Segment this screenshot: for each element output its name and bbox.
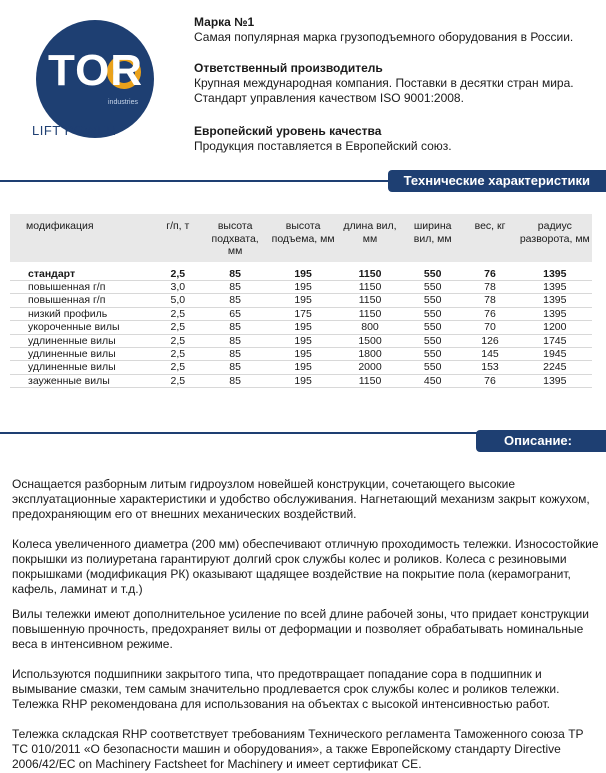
table-cell: 85 [201,321,269,334]
table-cell: 195 [269,268,337,281]
feature-text: Крупная международная компания. Поставки в десятки стран мира. Стандарт управления качеством ISO 9001:2008. [194,76,574,105]
table-cell: повышенная г/п [10,294,154,307]
logo-brand: TOR [48,46,144,95]
table-cell: 1200 [518,321,592,334]
table-cell: удлиненные вилы [10,334,154,347]
table-cell: 1500 [337,334,403,347]
table-cell: 550 [403,280,462,293]
table-row [10,280,592,293]
table-cell: 1150 [337,268,403,281]
table-cell: 85 [201,280,269,293]
feature-3 [194,124,594,154]
table-cell: 145 [462,347,517,360]
description-paragraph: Колеса увеличенного диаметра (200 мм) обеспечивают отличную проходимость тележки. Износостойкие покрышки из полиуретана гарантируют долгий срок службы колес и роликов. Колеса с резиновыми покрышками (модификация РК) оказывают щадящее воздействие на покрытие пола (керамогранит, кафель, ламинат и т.д.) [12,537,599,596]
table-cell: 2,5 [154,334,201,347]
table-cell: 550 [403,321,462,334]
table-row [10,268,592,281]
table-cell: 2,5 [154,347,201,360]
table-cell: зауженные вилы [10,374,154,387]
table-cell: 76 [462,374,517,387]
table-cell: 78 [462,280,517,293]
table-cell: 550 [403,307,462,320]
table-cell: стандарт [10,268,154,281]
table-cell: 195 [269,294,337,307]
table-cell: 1150 [337,374,403,387]
table-cell: 1395 [518,374,592,387]
table-cell: 76 [462,268,517,281]
table-cell: низкий профиль [10,307,154,320]
table-cell: 3,0 [154,280,201,293]
table-cell: 550 [403,361,462,374]
col-header: г/п, т [154,214,201,262]
table-cell: удлиненные вилы [10,361,154,374]
table-cell: 1150 [337,280,403,293]
table-cell: 78 [462,294,517,307]
table-cell: 85 [201,268,269,281]
table-row [10,374,592,387]
col-header: радиус разворота, мм [518,214,592,262]
table-cell: 2,5 [154,361,201,374]
col-header: вес, кг [462,214,517,262]
table-cell: удлиненные вилы [10,347,154,360]
table-cell: 1395 [518,294,592,307]
table-cell: 2000 [337,361,403,374]
table-cell: 2,5 [154,268,201,281]
table-cell: 550 [403,268,462,281]
table-cell: 76 [462,307,517,320]
table-cell: 85 [201,334,269,347]
table-cell: 85 [201,361,269,374]
description-paragraph: Тележка складская RHP соответствует требованиям Технического регламента Таможенного союза ТР ТС 010/2011 «О безопасности машин и оборудования», а также Европейскому стандарту Directive 2006/42/EC on Machinery Factsheet for Machinery и имеет сертификат CE. [12,727,584,771]
table-cell: 450 [403,374,462,387]
table-cell: 85 [201,294,269,307]
table-cell: 195 [269,321,337,334]
table-cell: 195 [269,280,337,293]
table-cell: 85 [201,347,269,360]
table-cell: 5,0 [154,294,201,307]
table-cell: повышенная г/п [10,280,154,293]
table-header-row [10,214,592,262]
table-cell: 195 [269,374,337,387]
feature-title: Европейский уровень качества [194,124,382,138]
feature-1 [194,15,594,45]
table-cell: 195 [269,334,337,347]
table-cell: 1150 [337,307,403,320]
logo-sub: industries [108,99,138,106]
table-cell: 195 [269,361,337,374]
col-header: длина вил, мм [337,214,403,262]
table-row [10,347,592,360]
feature-text: Самая популярная марка грузоподъемного оборудования в России. [194,30,574,44]
description-paragraph: Вилы тележки имеют дополнительное усиление по всей длине рабочей зоны, что придает конструкции повышенную прочность, предохраняет вилы от деформации и позволяет обрабатывать номинальные веса в интенсивном режиме. [12,607,589,651]
table-row [10,307,592,320]
specs-table [10,214,592,388]
table-cell: 2,5 [154,374,201,387]
table-cell: 2245 [518,361,592,374]
col-header: модификация [10,214,154,262]
description-paragraph: Используются подшипники закрытого типа, что предотвращает попадание сора в подшипник и вымывание смазки, тем самым значительно продлевается срок службы колес и роликов тележки. Тележка RHP рекомендована для использования на объектах с высокой интенсивностью работ. [12,667,560,711]
table-cell: 1395 [518,268,592,281]
table-cell: 2,5 [154,321,201,334]
table-cell: укороченные вилы [10,321,154,334]
col-header: высота подъема, мм [269,214,337,262]
table-cell: 1395 [518,280,592,293]
table-cell: 1800 [337,347,403,360]
table-cell: 175 [269,307,337,320]
table-row [10,321,592,334]
feature-title: Марка №1 [194,15,255,29]
table-row [10,334,592,347]
col-header: ширина вил, мм [403,214,462,262]
table-row [10,294,592,307]
description-paragraph: Оснащается разборным литым гидроузлом новейшей конструкции, сочетающего высокие эксплуатационные характеристики и удобство обслуживания. Нагнетающий механизм закрыт кожухом, предохраняющим его от внешних механических воздействий. [12,477,590,521]
table-row [10,361,592,374]
feature-text: Продукция поставляется в Европейский союз. [194,139,452,153]
specs-section-title: Технические характеристики [388,170,606,192]
table-cell: 1945 [518,347,592,360]
feature-title: Ответственный производитель [194,61,383,75]
table-cell: 195 [269,347,337,360]
table-cell: 1745 [518,334,592,347]
col-header: высота подхвата, мм [201,214,269,262]
table-cell: 153 [462,361,517,374]
table-cell: 1150 [337,294,403,307]
table-cell: 65 [201,307,269,320]
table-cell: 550 [403,294,462,307]
table-cell: 126 [462,334,517,347]
table-cell: 550 [403,334,462,347]
description-section-title: Описание: [476,430,606,452]
logo-tagline: LIFT POWER [32,123,117,138]
table-cell: 2,5 [154,307,201,320]
table-cell: 70 [462,321,517,334]
table-cell: 85 [201,374,269,387]
table-cell: 550 [403,347,462,360]
table-cell: 800 [337,321,403,334]
brand-logo [36,20,176,140]
feature-2 [194,61,584,106]
table-cell: 1395 [518,307,592,320]
